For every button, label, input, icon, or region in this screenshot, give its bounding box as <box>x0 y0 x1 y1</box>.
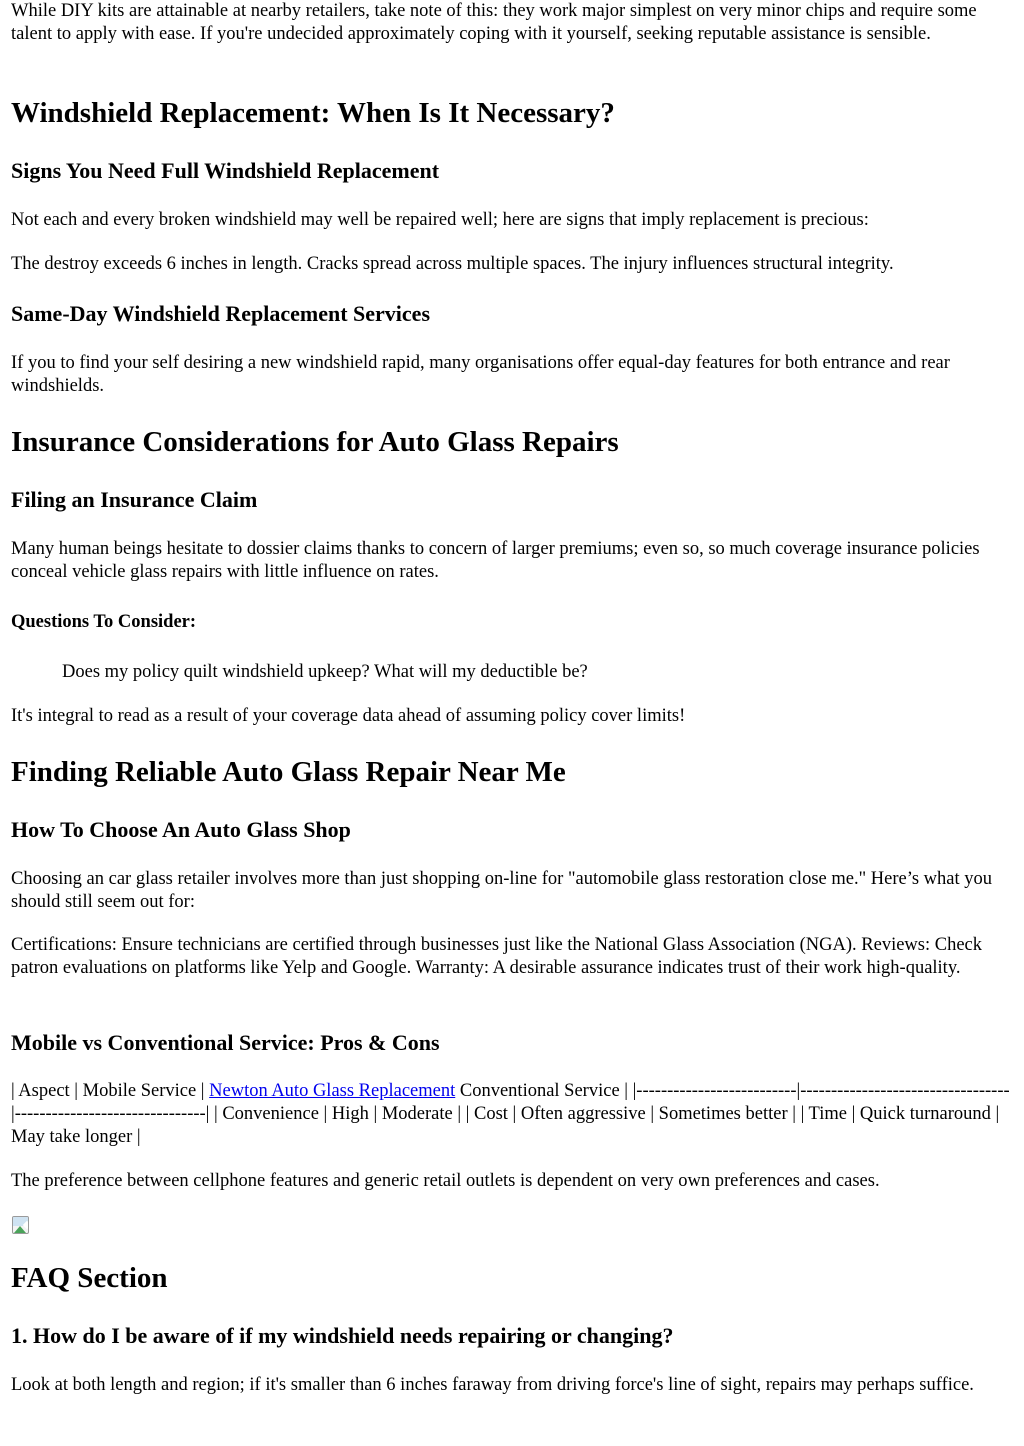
signs-intro: Not each and every broken windshield may well be repaired well; here are signs that imply replacement is precious: <box>11 210 869 230</box>
choose-heading: How To Choose An Auto Glass Shop <box>11 817 351 842</box>
preference-text: The preference between cellphone features and generic retail outlets is dependent on very own preferences and cases. <box>11 1171 880 1191</box>
table-prefix: | Aspect | Mobile Service | <box>11 1081 210 1101</box>
criteria-text: Certifications: Ensure technicians are certified through businesses just like the National Glass Association (NGA). Reviews: Check patron evaluations on platforms like Yelp and Google. Warranty: A desirable assurance indicates trust of their work high-quality. <box>11 935 983 978</box>
questions-text: Does my policy quilt windshield upkeep? What will my deductible be? <box>62 662 588 682</box>
faq-answer-1: Look at both length and region; if it's smaller than 6 inches faraway from driving force's line of sight, repairs may perhaps suffice. <box>11 1375 974 1395</box>
questions-heading: Questions To Consider: <box>11 612 197 632</box>
broken-image-icon <box>11 1215 31 1235</box>
intro-paragraph: While DIY kits are attainable at nearby retailers, take note of this: they work major simplest on very minor chips and require some talent to apply with ease. If you're undecided approximately coping with it yourself, seeking reputable assistance is sensible. <box>11 1 977 44</box>
faq-question-1: 1. How do I be aware of if my windshield needs repairing or changing? <box>11 1323 674 1348</box>
signs-list: The destroy exceeds 6 inches in length. Cracks spread across multiple spaces. The injury influences structural integrity. <box>11 254 894 274</box>
table-suffix: Conventional Service | |--------------------------|----------------------------------|-------------------------------| | Convenience | High | Moderate | | Cost | Often aggressive | Sometimes better | | Time | Quick turnaround | May take longer | <box>11 1081 1010 1147</box>
insurance-closing: It's integral to read as a result of your coverage data ahead of assuming policy cover limits! <box>11 706 686 726</box>
newton-auto-glass-link[interactable]: Newton Auto Glass Replacement <box>209 1081 456 1101</box>
choose-text: Choosing an car glass retailer involves more than just shopping on-line for "automobile glass restoration close me." Here’s what you should still seem out for: <box>11 869 992 912</box>
finding-heading: Finding Reliable Auto Glass Repair Near Me <box>11 756 566 788</box>
comparison-table-text <box>11 1080 1016 1149</box>
same-day-text: If you to find your self desiring a new windshield rapid, many organisations offer equal-day features for both entrance and rear windshields. <box>11 353 950 396</box>
mobile-heading: Mobile vs Conventional Service: Pros & Cons <box>11 1030 440 1055</box>
broken-image <box>11 1215 33 1237</box>
faq-heading: FAQ Section <box>11 1262 168 1294</box>
same-day-heading: Same-Day Windshield Replacement Services <box>11 301 430 326</box>
signs-heading: Signs You Need Full Windshield Replacement <box>11 158 440 183</box>
claim-text: Many human beings hesitate to dossier claims thanks to concern of larger premiums; even so, so much coverage insurance policies conceal vehicle glass repairs with little influence on rates. <box>11 539 980 582</box>
windshield-heading: Windshield Replacement: When Is It Necessary? <box>11 97 615 129</box>
insurance-heading: Insurance Considerations for Auto Glass Repairs <box>11 426 619 458</box>
claim-heading: Filing an Insurance Claim <box>11 487 258 512</box>
